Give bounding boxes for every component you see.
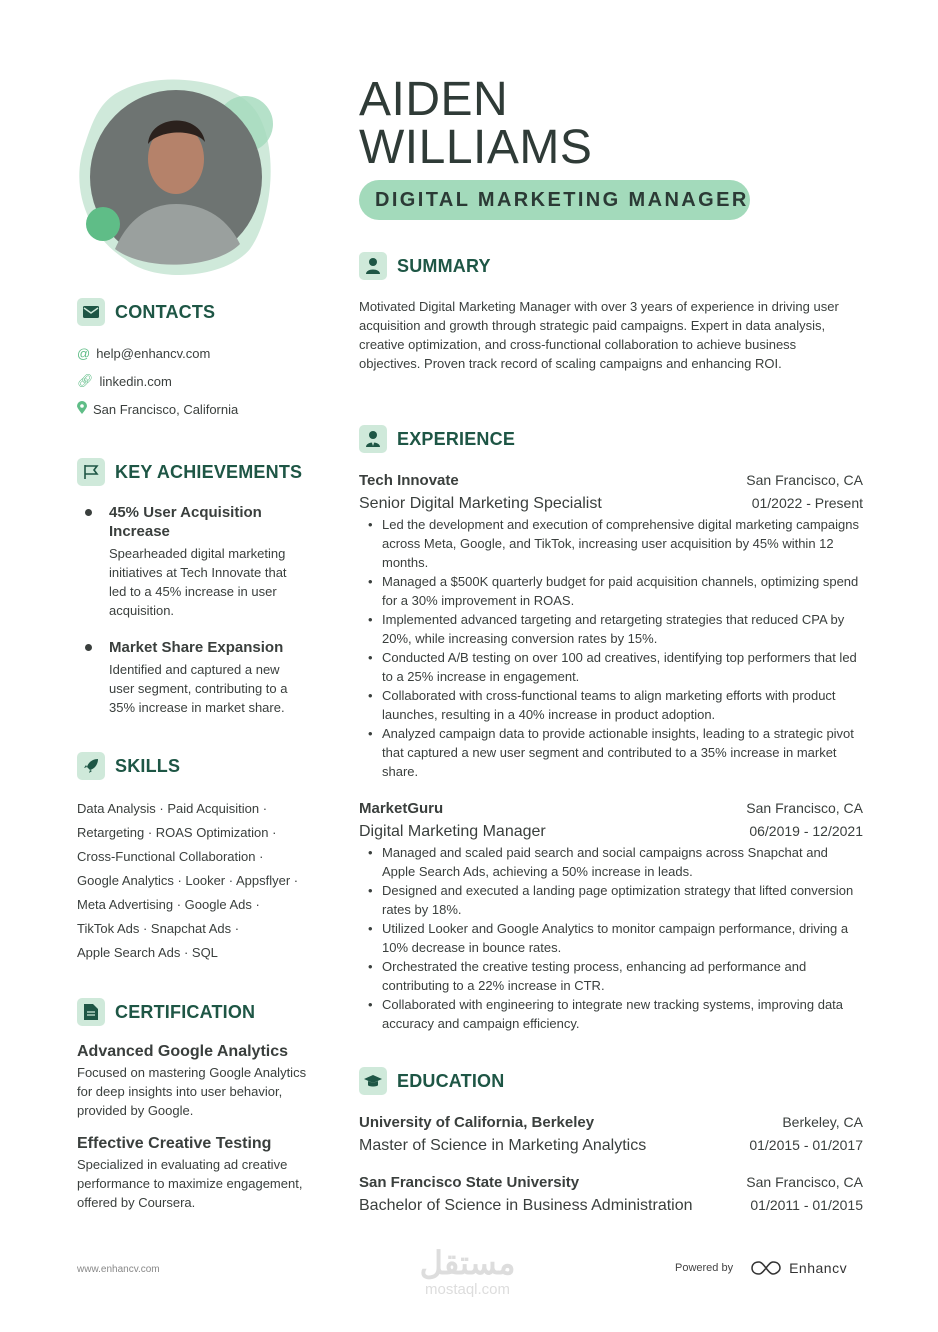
rocket-icon [77, 752, 105, 780]
cert-title: Effective Creative Testing [77, 1135, 272, 1152]
job-bullet: • Managed and scaled paid search and social campaigns across Snapchat and Apple Search Ads, achieving a 50% increase in leads. [359, 843, 863, 881]
job-bullet: • Collaborated with engineering to integrate new tracking systems, improving data accuracy and campaign efficiency. [359, 995, 863, 1033]
skills-heading: SKILLS [115, 755, 181, 776]
job-role: Digital Marketing Manager [359, 823, 546, 840]
job-bullet: • Collaborated with cross-functional teams to align marketing efforts with product launches, resulting in a 40% increase in product adoption. [359, 686, 863, 724]
skill-line: Meta Advertising · Google Ads · [77, 897, 260, 912]
achievement-desc: Spearheaded digital marketing initiatives at Tech Innovate that led to a 45% increase in user acquisition. [109, 546, 287, 618]
summary-section [359, 251, 863, 373]
contact-text: San Francisco, California [93, 401, 239, 417]
education-dates: 01/2011 - 01/2015 [750, 1197, 863, 1213]
skills-list [77, 797, 317, 965]
achievements-section [77, 457, 317, 717]
last-name: WILLIAMS [359, 121, 593, 174]
achievement-title: 45% User Acquisition Increase [109, 504, 262, 540]
skill-line: TikTok Ads · Snapchat Ads · [77, 921, 240, 936]
candidate-name [359, 73, 593, 174]
degree: Bachelor of Science in Business Administration [359, 1197, 693, 1214]
cert-desc: Focused on mastering Google Analytics for deep insights into user behavior, provided by Google. [77, 1065, 307, 1118]
company-name: Tech Innovate [359, 472, 459, 489]
job-bullet: • Designed and executed a landing page optimization strategy that lifted conversion rates by 18%. [359, 881, 863, 919]
skill-line: Google Analytics · Looker · Appsflyer · [77, 873, 299, 888]
document-icon [77, 998, 105, 1026]
achievement-item [77, 638, 307, 717]
job-bullet: • Led the development and execution of comprehensive digital marketing campaigns across Meta, Google, and TikTok, increasing user acquisition by 45% within 12 months. [359, 515, 863, 572]
skill-line: Retargeting · ROAS Optimization · [77, 825, 277, 840]
education-section [359, 1066, 863, 1217]
job-bullet: • Orchestrated the creative testing process, enhancing ad performance and contributing to a 22% increase in CTR. [359, 957, 863, 995]
education-heading: EDUCATION [397, 1070, 505, 1091]
enhancv-logo-icon [751, 1260, 781, 1276]
enhancv-logo[interactable] [751, 1260, 847, 1276]
contact-text: linkedin.com [99, 373, 172, 389]
job-bullet: • Conducted A/B testing on over 100 ad creatives, identifying top performers that led to a 25% increase in engagement. [359, 648, 863, 686]
achievement-item [77, 503, 307, 620]
job-entry [359, 469, 863, 781]
contact-text: help@enhancv.com [96, 345, 211, 361]
contact-location [77, 395, 317, 423]
job-title-pill [359, 180, 750, 220]
footer-site-link[interactable]: www.enhancv.com [77, 1264, 160, 1275]
experience-heading: EXPERIENCE [397, 428, 516, 449]
job-bullet: • Managed a $500K quarterly budget for paid acquisition channels, optimizing spend for a 30% improvement in ROAS. [359, 572, 863, 610]
job-bullet: • Utilized Looker and Google Analytics to monitor campaign performance, driving a 10% decrease in bounce rates. [359, 919, 863, 957]
school-location: San Francisco, CA [746, 1174, 863, 1190]
job-bullet: • Analyzed campaign data to provide actionable insights, leading to a strategic pivot that captured a new user segment and contributed to a 35% increase in market share. [359, 724, 863, 781]
school-name: San Francisco State University [359, 1174, 580, 1191]
degree: Master of Science in Marketing Analytics [359, 1137, 647, 1154]
skills-section [77, 751, 317, 965]
watermark-logo: مستقل [419, 1245, 516, 1281]
experience-section [359, 424, 863, 1033]
company-name: MarketGuru [359, 800, 444, 817]
contact-email[interactable] [77, 339, 317, 367]
contacts-section [77, 297, 317, 423]
school-location: Berkeley, CA [782, 1114, 863, 1130]
cert-item [77, 1134, 312, 1212]
job-role: Senior Digital Marketing Specialist [359, 495, 602, 512]
job-bullet: • Implemented advanced targeting and retargeting strategies that reduced CPA by 20%, while increasing conversion rates by 15%. [359, 610, 863, 648]
user-icon [359, 252, 387, 280]
flag-icon [77, 458, 105, 486]
contact-linkedin[interactable] [77, 367, 317, 395]
watermark [400, 1245, 535, 1298]
job-entry [359, 797, 863, 1033]
achievement-title: Market Share Expansion [109, 639, 284, 656]
certification-heading: CERTIFICATION [115, 1001, 256, 1022]
job-location: San Francisco, CA [746, 472, 863, 488]
certification-section [77, 997, 312, 1212]
education-entry [359, 1111, 863, 1157]
link-icon: 🔗︎ [77, 373, 94, 388]
enhancv-brand: Enhancv [789, 1260, 848, 1276]
graduation-cap-icon [359, 1067, 387, 1095]
powered-by [675, 1260, 847, 1276]
watermark-url: mostaql.com [424, 1281, 511, 1298]
cert-title: Advanced Google Analytics [77, 1043, 289, 1060]
envelope-icon [77, 298, 105, 326]
job-dates: 01/2022 - Present [751, 495, 863, 511]
summary-heading: SUMMARY [397, 255, 491, 276]
skill-line: Cross-Functional Collaboration · [77, 849, 264, 864]
job-title: DIGITAL MARKETING MANAGER [375, 188, 749, 211]
education-entry [359, 1171, 863, 1217]
school-name: University of California, Berkeley [359, 1114, 595, 1131]
achievements-heading: KEY ACHIEVEMENTS [115, 461, 303, 482]
skill-line: Apple Search Ads · SQL [77, 945, 218, 960]
summary-text: Motivated Digital Marketing Manager with over 3 years of experience in driving user acquisition and growth through strategic paid campaigns. Expert in data analysis, creative optimization, and cross-functional collaboration to achieve business objectives. Proven track record of scaling campaigns and enhancing ROI. [359, 299, 839, 371]
job-location: San Francisco, CA [746, 800, 863, 816]
powered-by-label: Powered by [675, 1262, 734, 1274]
cert-desc: Specialized in evaluating ad creative performance to maximize engagement, offered by Coursera. [77, 1157, 303, 1210]
skill-line: Data Analysis · Paid Acquisition · [77, 801, 268, 816]
user-tie-icon [359, 425, 387, 453]
contacts-heading: CONTACTS [115, 301, 216, 322]
education-dates: 01/2015 - 01/2017 [749, 1137, 863, 1153]
first-name: AIDEN [359, 73, 509, 126]
achievement-desc: Identified and captured a new user segment, contributing to a 35% increase in market share. [109, 662, 288, 715]
at-icon: @ [77, 345, 91, 361]
cert-item [77, 1042, 312, 1120]
job-dates: 06/2019 - 12/2021 [749, 823, 863, 839]
profile-photo [75, 74, 280, 279]
location-pin-icon [77, 401, 87, 417]
